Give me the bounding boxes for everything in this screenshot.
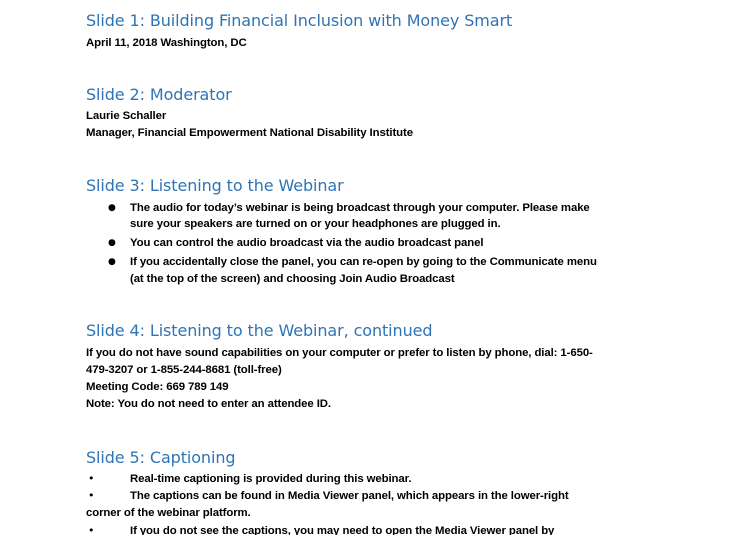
slide4-line-2: 479-3207 or 1-855-244-8681 (toll-free) [86,364,282,376]
slide5-bullet-1-marker: • [88,472,95,485]
slide3-bullet-3-line-1: If you accidentally close the panel, you can re-open by going to the Communicate menu [130,256,597,268]
slide4-heading: Slide 4: Listening to the Webinar, continued [86,321,433,340]
slide2-moderator-name: Laurie Schaller [86,110,167,122]
slide4-line-1: If you do not have sound capabilities on your computer or prefer to listen by phone, dial: 1-650- [86,347,593,359]
slide4-note: Note: You do not need to enter an attendee ID. [86,398,331,410]
slide5-heading: Slide 5: Captioning [86,448,236,467]
slide5-item-1: Real-time captioning is provided during this webinar. [130,473,412,485]
slide3-bullet-3-line-2: (at the top of the screen) and choosing Join Audio Broadcast [130,273,455,285]
slide5-item-2-continued: corner of the webinar platform. [86,507,251,519]
slide3-bullet-1-line-1: The audio for today’s webinar is being broadcast through your computer. Please make [130,202,590,214]
slide2-heading: Slide 2: Moderator [86,85,232,104]
slide2-moderator-title: Manager, Financial Empowerment National Disability Institute [86,127,413,139]
slide5-item-2: The captions can be found in Media Viewer panel, which appears in the lower-right [130,490,569,502]
slide3-bullet-3-marker: ● [108,257,116,267]
slide3-heading: Slide 3: Listening to the Webinar [86,176,344,195]
slide3-bullet-1-marker: ● [108,203,116,213]
slide3-bullet-2-line-1: You can control the audio broadcast via the audio broadcast panel [130,237,484,249]
slide3-bullet-1-line-2: sure your speakers are turned on or your headphones are plugged in. [130,218,501,230]
slide1-heading: Slide 1: Building Financial Inclusion with Money Smart [86,11,513,30]
slide5-bullet-3-marker: • [88,524,95,535]
slide4-meeting-code: Meeting Code: 669 789 149 [86,381,229,393]
slide5-bullet-2-marker: • [88,489,95,502]
slide5-item-3: If you do not see the captions, you may need to open the Media Viewer panel by [130,525,555,535]
slide1-date-location: April 11, 2018 Washington, DC [86,37,247,49]
slide3-bullet-2-marker: ● [108,238,116,248]
